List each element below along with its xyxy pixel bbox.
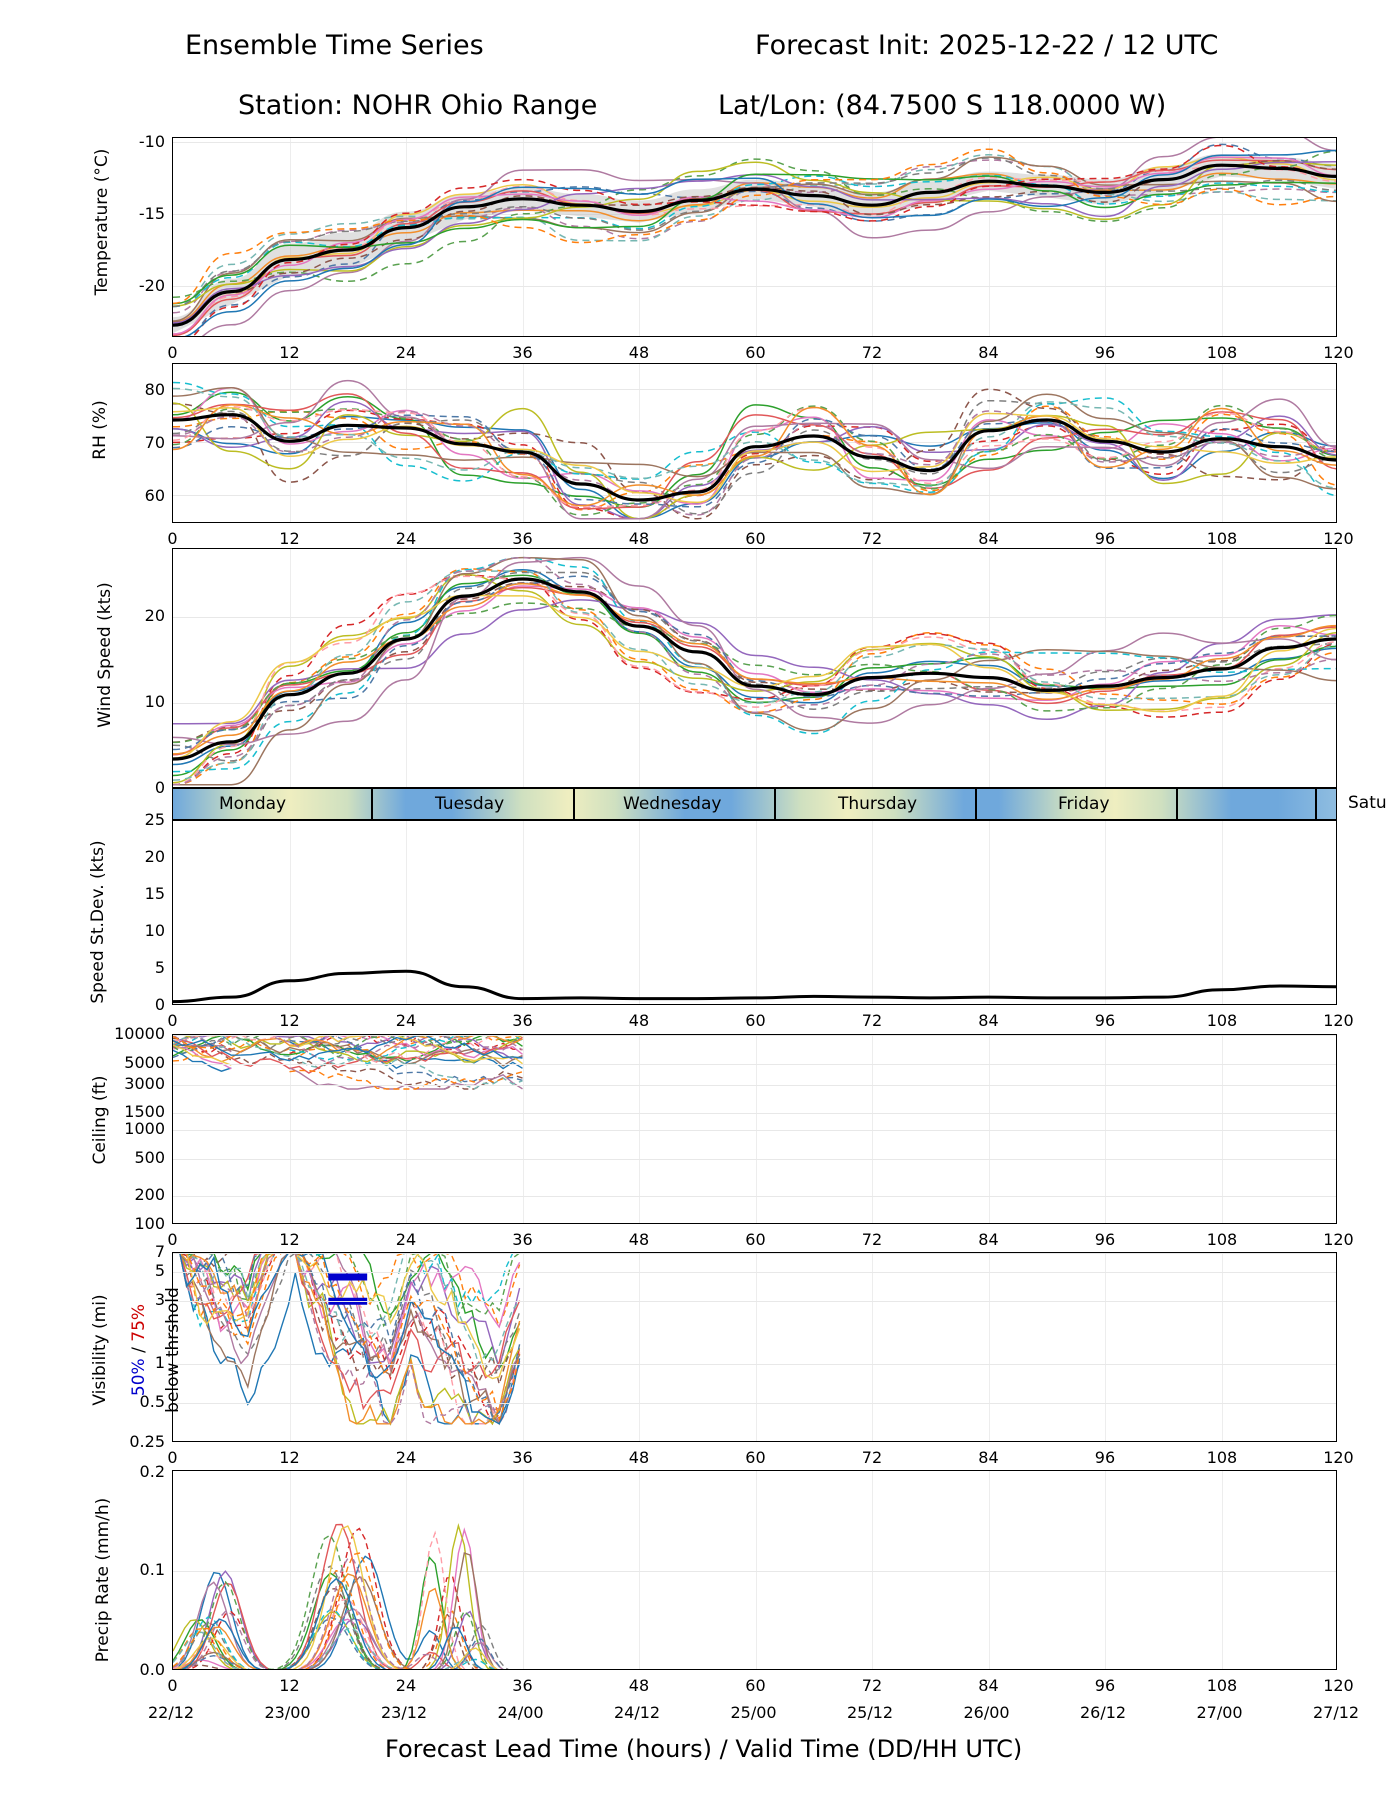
ytick-ceiling-10000: 10000 [114, 1024, 165, 1043]
xtick-60: 60 [745, 1448, 766, 1467]
ytick-stdev-25: 25 [144, 810, 165, 829]
xvalid-26-00: 26/00 [963, 1703, 1010, 1722]
ytick-stdev-15: 15 [144, 884, 165, 903]
ytick-temp-0: -10 [138, 132, 165, 151]
xtick-0: 0 [167, 1676, 178, 1695]
ylabel-visibility-sub2: below thrshold [163, 1287, 183, 1413]
ytick-wind-0: 0 [154, 778, 165, 797]
ytick-stdev-20: 20 [144, 847, 165, 866]
day-label-saturday: Satu [1348, 793, 1387, 813]
xtick-84: 84 [978, 1011, 999, 1030]
xtick-84: 84 [978, 1230, 999, 1249]
xtick-24: 24 [395, 1230, 417, 1249]
forecast-init-label: Forecast Init: 2025-12-22 / 12 UTC [755, 30, 1219, 61]
xtick-12: 12 [279, 529, 300, 548]
panel-precip-rate [172, 1470, 1337, 1670]
ytick-temp-2: -20 [138, 276, 165, 295]
xtick-48: 48 [628, 1676, 650, 1695]
ytick-ceiling-1000: 1000 [124, 1119, 165, 1138]
xvalid-23-00: 23/00 [264, 1703, 311, 1722]
xtick-36: 36 [512, 1448, 533, 1467]
xtick-96: 96 [1094, 1676, 1116, 1695]
temperature-traces [173, 138, 1337, 337]
xtick-120: 120 [1323, 1676, 1354, 1695]
ytick-pcp-2: 0.2 [139, 1462, 165, 1481]
xtick-96: 96 [1094, 1011, 1116, 1030]
day-label-wednesday: Wednesday [623, 794, 722, 814]
panel-wind-speed [172, 548, 1337, 788]
xvalid-22-12: 22/12 [148, 1703, 195, 1722]
xtick-96: 96 [1094, 529, 1116, 548]
xtick-24: 24 [395, 1676, 417, 1695]
xtick-0: 0 [167, 1448, 178, 1467]
xvalid-25-00: 25/00 [730, 1703, 777, 1722]
wind-traces [173, 549, 1337, 788]
ytick-visibility-0.5: 0.5 [139, 1392, 165, 1412]
xvalid-25-12: 25/12 [847, 1703, 894, 1722]
xtick-48: 48 [628, 1011, 650, 1030]
xtick-96: 96 [1094, 1448, 1116, 1467]
xtick-60: 60 [745, 1011, 766, 1030]
xtick-72: 72 [861, 1230, 883, 1249]
xtick-60: 60 [745, 343, 766, 362]
xtick-36: 36 [512, 343, 533, 362]
xtick-48: 48 [628, 1448, 650, 1467]
xtick-108: 108 [1206, 1230, 1238, 1249]
station-label: Station: NOHR Ohio Range [238, 90, 598, 121]
xtick-108: 108 [1206, 1011, 1238, 1030]
panel-ceiling [172, 1034, 1337, 1224]
ytick-rh-0: 80 [144, 380, 165, 399]
day-label-monday: Monday [219, 794, 287, 814]
ylabel-visibility: Visibility (mi) [90, 1294, 110, 1406]
day-label-tuesday: Tuesday [435, 794, 505, 814]
ylabel-speed-stdev: Speed St.Dev. (kts) [88, 840, 108, 1004]
panel-visibility [172, 1252, 1337, 1442]
xtick-84: 84 [978, 343, 999, 362]
ytick-stdev-0: 0 [154, 995, 165, 1014]
xtick-36: 36 [512, 529, 533, 548]
xtick-108: 108 [1206, 1676, 1238, 1695]
xtick-120: 120 [1323, 343, 1354, 362]
ylabel-precip: Precip Rate (mm/h) [93, 1497, 113, 1663]
latlon-label: Lat/Lon: (84.7500 S 118.0000 W) [718, 90, 1167, 121]
xtick-24: 24 [395, 1011, 417, 1030]
xtick-72: 72 [861, 1448, 883, 1467]
ytick-wind-1: 10 [144, 692, 165, 711]
ytick-ceiling-5000: 5000 [124, 1052, 165, 1072]
xaxis-title: Forecast Lead Time (hours) / Valid Time (DD/HH UTC) [385, 1735, 1023, 1763]
xtick-48: 48 [628, 343, 650, 362]
xtick-12: 12 [279, 1011, 300, 1030]
ytick-visibility-0.25: 0.25 [129, 1432, 165, 1451]
ytick-ceiling-1500: 1500 [124, 1102, 165, 1122]
rh-traces [173, 364, 1337, 523]
xtick-36: 36 [512, 1011, 533, 1030]
xtick-108: 108 [1206, 529, 1238, 548]
xtick-12: 12 [279, 1448, 300, 1467]
xtick-108: 108 [1206, 1448, 1238, 1467]
xvalid-26-12: 26/12 [1080, 1703, 1127, 1722]
page-title: Ensemble Time Series [185, 30, 484, 61]
ytick-ceiling-100: 100 [134, 1214, 165, 1233]
xtick-84: 84 [978, 1676, 999, 1695]
xtick-48: 48 [628, 1230, 650, 1249]
xtick-36: 36 [512, 1676, 533, 1695]
xtick-72: 72 [861, 529, 883, 548]
xtick-72: 72 [861, 343, 883, 362]
precip-traces [173, 1471, 1337, 1670]
xtick-0: 0 [167, 1011, 178, 1030]
xtick-120: 120 [1323, 1230, 1354, 1249]
ytick-wind-2: 20 [144, 606, 165, 625]
panel-temperature [172, 137, 1337, 337]
xvalid-23-12: 23/12 [381, 1703, 428, 1722]
xtick-72: 72 [861, 1011, 883, 1030]
ylabel-temperature: Temperature (°C) [92, 148, 112, 296]
xtick-60: 60 [745, 529, 766, 548]
xvalid-24-00: 24/00 [497, 1703, 544, 1722]
xvalid-27-00: 27/00 [1196, 1703, 1243, 1722]
xtick-120: 120 [1323, 529, 1354, 548]
xtick-60: 60 [745, 1230, 766, 1249]
ytick-visibility-7: 7 [154, 1242, 165, 1261]
ylabel-wind-speed: Wind Speed (kts) [95, 582, 115, 728]
panel-rh [172, 363, 1337, 523]
ytick-ceiling-200: 200 [134, 1185, 165, 1205]
xtick-0: 0 [167, 1230, 178, 1249]
ytick-visibility-1: 1 [154, 1352, 165, 1372]
ytick-stdev-5: 5 [154, 958, 165, 977]
xtick-72: 72 [861, 1676, 883, 1695]
ytick-visibility-3: 3 [154, 1290, 165, 1310]
ytick-stdev-10: 10 [144, 921, 165, 940]
ytick-pcp-0: 0.0 [139, 1660, 165, 1679]
ytick-rh-2: 60 [144, 486, 165, 505]
xtick-12: 12 [279, 343, 300, 362]
panel-speed-stdev [172, 820, 1337, 1005]
xvalid-27-12: 27/12 [1313, 1703, 1360, 1722]
xtick-12: 12 [279, 1230, 300, 1249]
xtick-24: 24 [395, 1448, 417, 1467]
xtick-0: 0 [167, 529, 178, 548]
ytick-visibility-5: 5 [154, 1261, 165, 1281]
xtick-84: 84 [978, 1448, 999, 1467]
ytick-pcp-1: 0.1 [139, 1560, 165, 1579]
xtick-96: 96 [1094, 343, 1116, 362]
xtick-12: 12 [279, 1676, 300, 1695]
ytick-ceiling-3000: 3000 [124, 1073, 165, 1093]
ytick-ceiling-500: 500 [134, 1147, 165, 1167]
vis-75-label: 75% [129, 1303, 149, 1342]
xvalid-24-12: 24/12 [614, 1703, 661, 1722]
ylabel-rh: RH (%) [90, 400, 110, 460]
xtick-108: 108 [1206, 343, 1238, 362]
xtick-120: 120 [1323, 1011, 1354, 1030]
xtick-60: 60 [745, 1676, 766, 1695]
day-label-thursday: Thursday [838, 794, 918, 814]
xtick-24: 24 [395, 343, 417, 362]
xtick-84: 84 [978, 529, 999, 548]
xtick-36: 36 [512, 1230, 533, 1249]
ylabel-ceiling: Ceiling (ft) [90, 1075, 110, 1165]
xtick-48: 48 [628, 529, 650, 548]
visibility-traces [173, 1253, 1337, 1442]
ytick-rh-1: 70 [144, 433, 165, 452]
day-band [172, 788, 1337, 820]
stdev-trace [173, 821, 1337, 1005]
xtick-0: 0 [167, 343, 178, 362]
vis-sep: / [129, 1341, 149, 1359]
day-label-friday: Friday [1058, 794, 1110, 814]
xtick-24: 24 [395, 529, 417, 548]
xtick-96: 96 [1094, 1230, 1116, 1249]
ytick-temp-1: -15 [138, 204, 165, 223]
vis-50-label: 50% [129, 1358, 149, 1397]
xtick-120: 120 [1323, 1448, 1354, 1467]
